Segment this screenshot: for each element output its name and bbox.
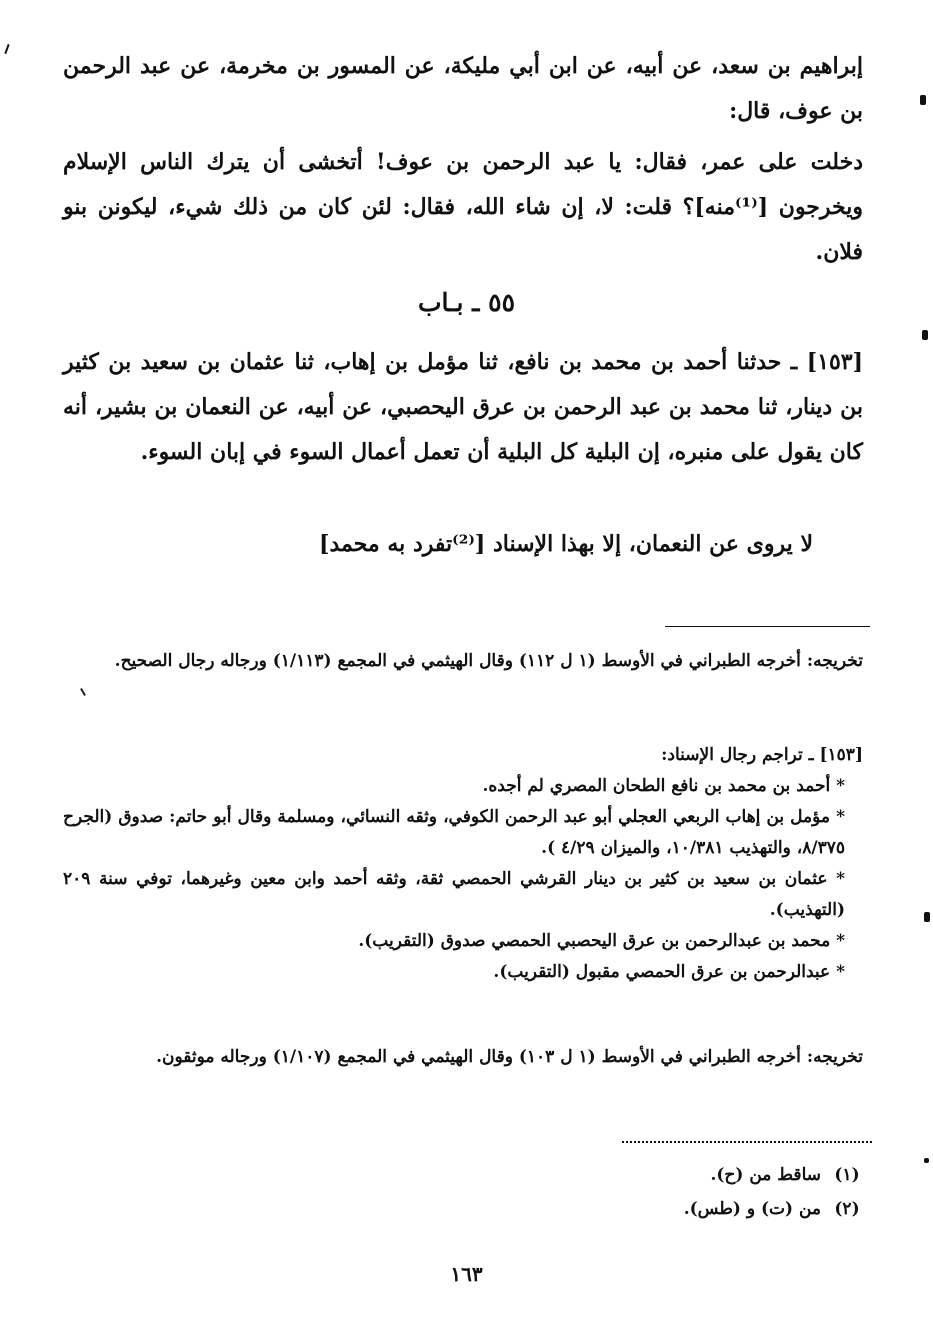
- margin-mark: [922, 330, 928, 340]
- note-number: (٢): [834, 1199, 860, 1219]
- tarajim-heading: [١٥٣] ـ تراجم رجال الإسناد:: [661, 745, 863, 765]
- note-item: [63, 1158, 873, 1192]
- margin-mark: [924, 1158, 929, 1163]
- bullet-icon: *: [836, 931, 845, 951]
- chapter-heading: ٥٥ ـ بـاب: [417, 288, 516, 317]
- note-text: من (ت) و (طس).: [683, 1199, 821, 1219]
- narrator-item: [63, 771, 863, 802]
- takhrij-153: تخريجه: أخرجه الطبراني في الأوسط (١ ل ١٠٣) وقال الهيثمي في المجمع (١/١٠٧) ورجاله موثقون.: [156, 1047, 863, 1067]
- narrator-text: مؤمل بن إهاب الربعي العجلي أبو عبد الرحمن الكوفي، وثقه النسائي، ومسلمة وقال أبو حاتم: صدوق (الجرح ٨/٣٧٥، والتهذيب ١٠/٣٨١، والميزان ٤/٢٩ ).: [63, 807, 845, 858]
- narrator-text: محمد بن عبدالرحمن بن عرق اليحصبي الحمصي صدوق (التقريب).: [358, 931, 831, 951]
- hadith-153-remark: لا يروى عن النعمان، إلا بهذا الإسناد [⁽²⁾تفرد به محمد]: [319, 531, 813, 557]
- note-item: [63, 1192, 873, 1226]
- notes-separator: [622, 1141, 872, 1143]
- hadith-text: دخلت على عمر، فقال: يا عبد الرحمن بن عوف! أتخشى أن يترك الناس الإسلام ويخرجون [⁽¹⁾منه]؟ قلت: لا، إن شاء الله، فقال: لئن كان من ذلك شيء، ليكونن بنو فلان.: [63, 149, 863, 265]
- narrator-item: [63, 926, 863, 957]
- narrator-text: عبدالرحمن بن عرق الحمصي مقبول (التقريب).: [493, 962, 831, 982]
- note-number: (١): [834, 1165, 860, 1185]
- narrator-text: أحمد بن محمد بن نافع الطحان المصري لم أجده.: [482, 776, 831, 796]
- variant-notes: [63, 1158, 873, 1226]
- margin-tick: [4, 44, 9, 54]
- narrator-item: [63, 864, 863, 926]
- takhrij-previous: تخريجه: أخرجه الطبراني في الأوسط (١ ل ١١٢) وقال الهيثمي في المجمع (١/١١٣) ورجاله رجال الصحيح.: [114, 651, 863, 671]
- hadith-isnad-continuation: إبراهيم بن سعد، عن أبيه، عن ابن أبي مليكة، عن المسور بن مخرمة، عن عبد الرحمن بن عوف، قال:: [63, 53, 863, 124]
- bullet-icon: *: [836, 869, 846, 889]
- narrator-item: [63, 802, 863, 864]
- margin-mark: [920, 95, 926, 105]
- footnote-separator: [665, 626, 870, 627]
- page-number: ١٦٣: [450, 1262, 483, 1286]
- stray-mark: [80, 688, 86, 696]
- narrator-text: عثمان بن سعيد بن كثير بن دينار القرشي الحمصي ثقة، وثقه أحمد وابن معين وغيرهما، توفي سنة ٢٠٩ (التهذيب).: [63, 869, 845, 920]
- narrator-item: [63, 957, 863, 988]
- bullet-icon: *: [836, 776, 845, 796]
- margin-mark: [924, 912, 930, 922]
- bullet-icon: *: [836, 807, 845, 827]
- bullet-icon: *: [836, 962, 845, 982]
- tarajim-section: [63, 740, 863, 988]
- hadith-153: [١٥٣] ـ حدثنا أحمد بن محمد بن نافع، ثنا مؤمل بن إهاب، ثنا عثمان بن سعيد بن كثير بن دينار، ثنا محمد بن عبد الرحمن بن عرق اليحصبي، عن أبيه، عن النعمان بن بشير، أنه كان يقول على منبره، إن البلية كل البلية أن تعمل أعمال السوء في إبان السوء.: [63, 349, 863, 465]
- note-text: ساقط من (ح).: [710, 1165, 821, 1185]
